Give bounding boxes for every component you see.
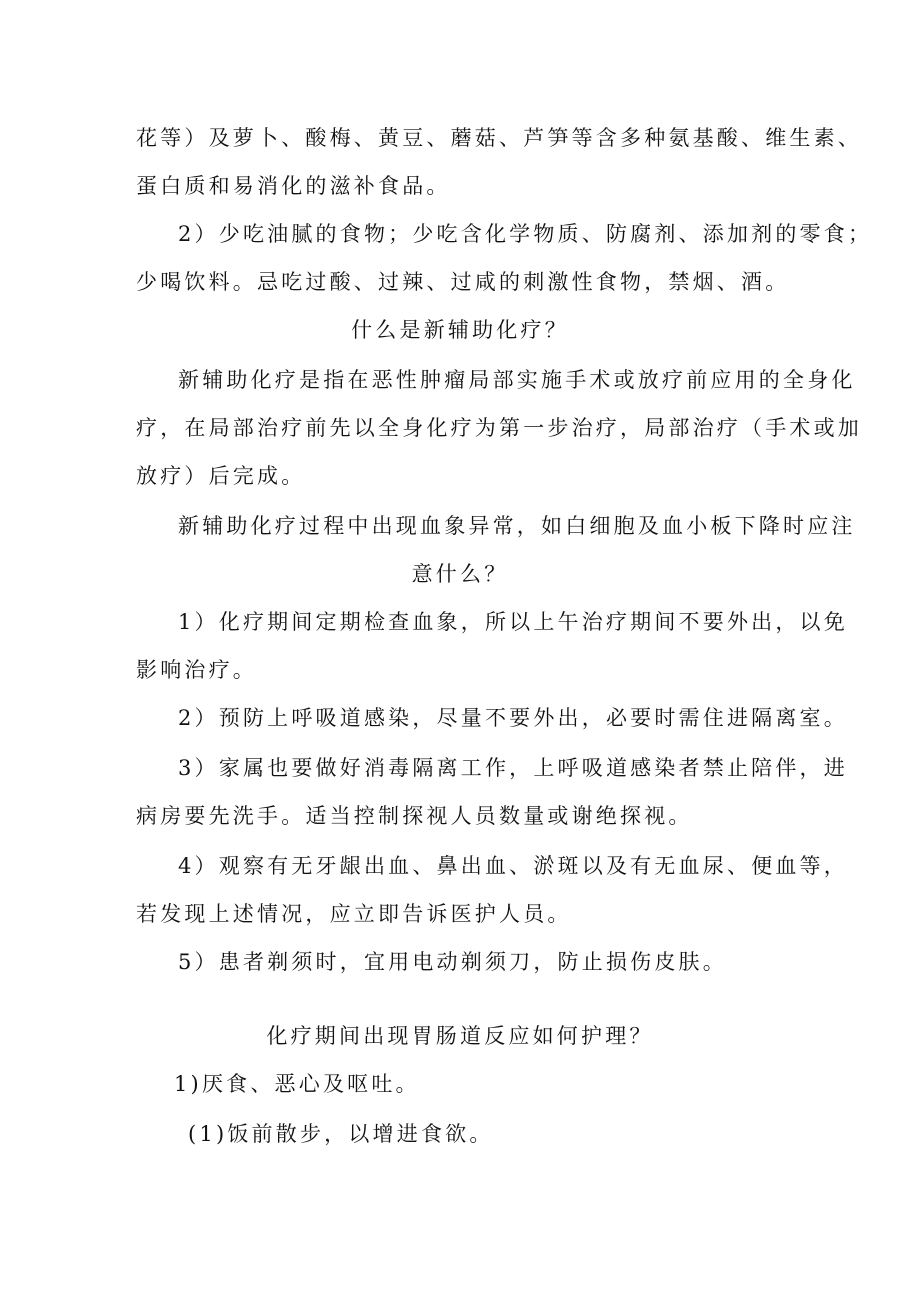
section-heading: 新辅助化疗过程中出现血象异常，如白细胞及血小板下降时应注 [178, 514, 856, 538]
list-item-line: 病房要先洗手。适当控制探视人员数量或谢绝探视。 [136, 804, 693, 828]
paragraph-line: 放疗）后完成。 [136, 464, 306, 488]
list-item-line: 3）家属也要做好消毒隔离工作，上呼吸道感染者禁止陪伴，进 [178, 756, 848, 780]
section-heading: 意什么？ [411, 562, 509, 586]
list-item-line: 5）患者剃须时，宜用电动剃须刀，防止损伤皮肤。 [178, 950, 727, 974]
list-item-line: 1）化疗期间定期检查血象，所以上午治疗期间不要外出，以免 [178, 610, 848, 634]
paragraph-line: 新辅助化疗是指在恶性肿瘤局部实施手术或放疗前应用的全身化 [178, 368, 856, 392]
list-item-line: 4）观察有无牙龈出血、鼻出血、淤斑以及有无血尿、便血等， [178, 854, 848, 878]
list-item-line: 若发现上述情况，应立即告诉医护人员。 [136, 902, 572, 926]
paragraph-line: 蛋白质和易消化的滋补食品。 [136, 174, 451, 198]
list-item-line: 2）少吃油腻的食物；少吃含化学物质、防腐剂、添加剂的零食； [178, 222, 873, 246]
list-item-line: 1)厌食、恶心及呕吐。 [174, 1072, 420, 1096]
section-heading: 什么是新辅助化疗？ [351, 318, 569, 342]
section-heading: 化疗期间出现胃肠道反应如何护理？ [266, 1024, 654, 1048]
list-item-line: (1)饭前散步，以增进食欲。 [188, 1122, 494, 1146]
list-item-line: 2）预防上呼吸道感染，尽量不要外出，必要时需住进隔离室。 [178, 706, 848, 730]
list-item-line: 影响治疗。 [136, 658, 257, 682]
paragraph-line: 花等）及萝卜、酸梅、黄豆、蘑菇、芦笋等含多种氨基酸、维生素、 [136, 126, 862, 150]
paragraph-line: 疗，在局部治疗前先以全身化疗为第一步治疗，局部治疗（手术或加 [136, 416, 862, 440]
list-item-line: 少喝饮料。忌吃过酸、过辣、过咸的刺激性食物，禁烟、酒。 [136, 270, 790, 294]
